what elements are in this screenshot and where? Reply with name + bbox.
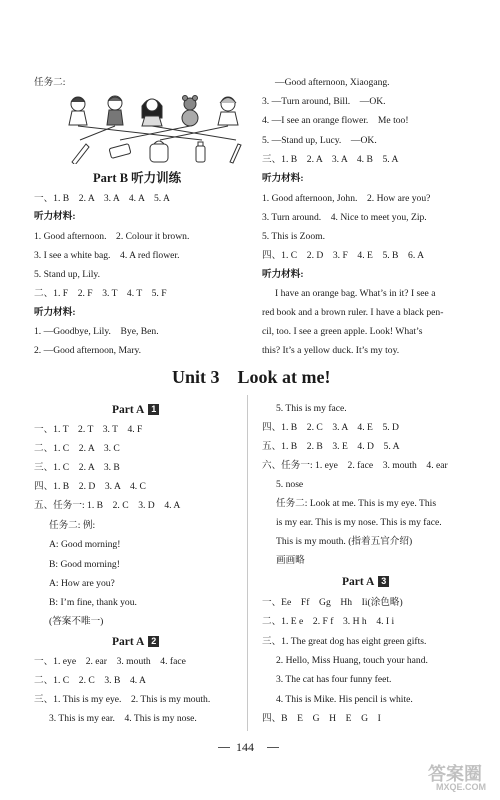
matching-picture [60, 94, 250, 164]
left-a2-line-2: 二、1. C 2. C 3. B 4. A [34, 675, 146, 686]
part-b-title: Part B 听力训练 [93, 171, 182, 185]
right-a-line-1: 5. This is my face. [276, 403, 347, 414]
top-right-line-3: 4. —I see an orange flower. Me too! [262, 115, 409, 126]
left-a1-line-3: 三、1. C 2. A 3. B [34, 462, 120, 473]
page-number: 144 [236, 740, 254, 754]
right-a-line-9: 画画略 [276, 555, 305, 566]
top-right-line-12: I have an orange bag. What’s in it? I see a [275, 288, 436, 299]
right-a-line-3: 五、1. B 2. B 3. E 4. D 5. A [262, 441, 400, 452]
pencil-icon [72, 144, 89, 164]
left-a1-line-4: 四、1. B 2. D 3. A 4. C [34, 481, 146, 492]
part-a2-title [112, 636, 159, 649]
boy-icon [107, 96, 123, 125]
left-a1-line-6: 任务二: 例: [49, 520, 96, 531]
right-a-line-5: 5. nose [276, 479, 304, 490]
part-a2-number: 2 [148, 636, 159, 647]
left-a1-line-11: (答案不唯一) [49, 616, 104, 627]
unit-title: Unit 3 Look at me! [172, 367, 331, 387]
top-right-line-7: 1. Good afternoon, John. 2. How are you? [262, 193, 431, 204]
right-a-line-2: 四、1. B 2. C 3. A 4. E 5. D [262, 422, 399, 433]
top-left-line-9: 2. —Good afternoon, Mary. [34, 345, 142, 356]
left-a2-line-4: 3. This is my ear. 4. This is my nose. [49, 713, 197, 724]
task-two-label: 任务二: [34, 77, 66, 88]
listening-material-label: 听力材料: [262, 269, 304, 280]
eraser-icon [109, 144, 131, 159]
part-a3-label: Part A [342, 576, 375, 588]
listening-material-label: 听力材料: [34, 307, 76, 318]
column-divider [247, 395, 248, 731]
part-a1-label: Part A [112, 404, 145, 416]
right-a3-line-1: 一、Ee Ff Gg Hh Ii(涂色略) [262, 597, 403, 608]
left-a2-line-3: 三、1. This is my eye. 2. This is my mouth. [34, 694, 211, 705]
right-a3-line-5: 3. The cat has four funny feet. [276, 674, 392, 685]
right-a3-line-7: 四、B E G H E G I [262, 713, 381, 724]
top-left-line-4: 3. I see a white bag. 4. A red flower. [34, 250, 180, 261]
top-right-line-2: 3. —Turn around, Bill. —OK. [262, 96, 386, 107]
top-left-line-6: 二、1. F 2. F 3. T 4. T 5. F [34, 288, 167, 299]
right-a3-line-2: 二、1. E e 2. F f 3. H h 4. I i [262, 616, 395, 627]
schoolbag-icon [150, 141, 168, 162]
grandma-icon [218, 97, 238, 125]
crayon-icon [230, 144, 241, 163]
left-a1-line-1: 一、1. T 2. T 3. T 4. F [34, 424, 143, 435]
left-a1-line-5: 五、任务一: 1. B 2. C 3. D 4. A [34, 500, 181, 511]
glue-icon [196, 142, 205, 162]
left-a1-line-2: 二、1. C 2. A 3. C [34, 443, 120, 454]
top-right-line-9: 5. This is Zoom. [262, 231, 325, 242]
top-right-line-14: cil, too. I see a green apple. Look! What’s [262, 326, 423, 337]
part-a1-number: 1 [148, 404, 159, 415]
top-right-line-5: 三、1. B 2. A 3. A 4. B 5. A [262, 154, 399, 165]
top-right-line-15: this? It’s a yellow duck. It’s my toy. [262, 345, 400, 356]
top-right-line-13: red book and a brown ruler. I have a black pen- [262, 307, 444, 318]
listening-material-label: 听力材料: [34, 211, 76, 222]
bear-toy-icon [182, 96, 198, 127]
girl-icon [142, 99, 162, 126]
part-a2-label: Part A [112, 636, 145, 648]
part-a3-title [342, 576, 389, 589]
right-a-line-4: 六、任务一: 1. eye 2. face 3. mouth 4. ear [262, 460, 448, 471]
top-left-line-1: 一、1. B 2. A 3. A 4. A 5. A [34, 193, 170, 204]
right-a3-line-4: 2. Hello, Miss Huang, touch your hand. [276, 655, 428, 666]
left-a2-line-1: 一、1. eye 2. ear 3. mouth 4. face [34, 656, 186, 667]
watermark-url: MXQE.COM [436, 782, 487, 792]
listening-material-label: 听力材料: [262, 173, 304, 184]
page-number-dash-left [218, 747, 230, 748]
part-a3-number: 3 [378, 576, 389, 587]
page-number-dash-right [267, 747, 279, 748]
left-a1-line-7: A: Good morning! [49, 539, 121, 550]
right-a-line-8: This is my mouth. (指着五官介绍) [276, 536, 413, 547]
left-a1-line-10: B: I’m fine, thank you. [49, 597, 137, 608]
left-a1-line-9: A: How are you? [49, 578, 115, 589]
right-a3-line-3: 三、1. The great dog has eight green gifts. [262, 636, 427, 647]
right-a3-line-6: 4. This is Mike. His pencil is white. [276, 694, 413, 705]
watermark-text: 答案圈 [428, 764, 482, 784]
right-a-line-7: is my ear. This is my nose. This is my face. [276, 517, 442, 528]
top-left-line-8: 1. —Goodbye, Lily. Bye, Ben. [34, 326, 159, 337]
right-a-line-6: 任务二: Look at me. This is my eye. This [276, 498, 437, 509]
part-a1-title [112, 404, 159, 417]
top-right-line-8: 3. Turn around. 4. Nice to meet you, Zip. [262, 212, 427, 223]
top-left-line-3: 1. Good afternoon. 2. Colour it brown. [34, 231, 190, 242]
top-right-line-1: —Good afternoon, Xiaogang. [275, 77, 390, 88]
top-right-line-10: 四、1. C 2. D 3. F 4. E 5. B 6. A [262, 250, 425, 261]
top-left-line-5: 5. Stand up, Lily. [34, 269, 100, 280]
child-icon [69, 97, 87, 125]
top-right-line-4: 5. —Stand up, Lucy. —OK. [262, 135, 377, 146]
left-a1-line-8: B: Good morning! [49, 559, 120, 570]
